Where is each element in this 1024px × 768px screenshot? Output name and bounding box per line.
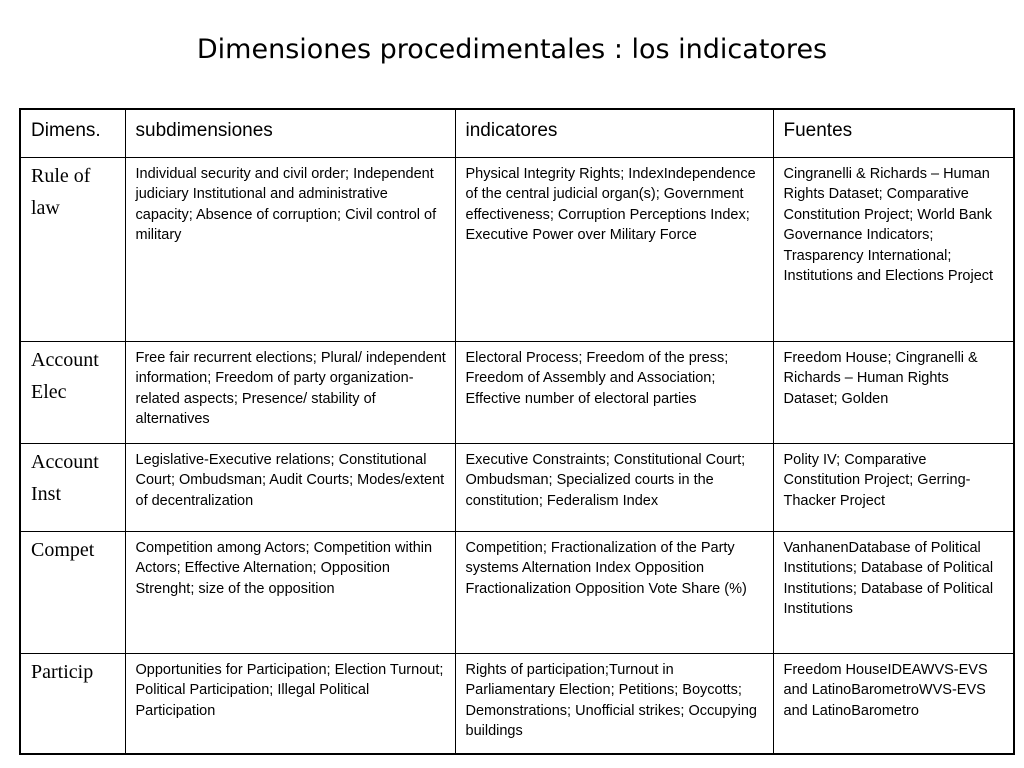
indicators-table	[19, 108, 1015, 755]
indicatores-cell: Executive Constraints; Constitutional Court; Ombudsman; Specialized courts in the constitution; Federalism Index	[455, 443, 773, 531]
indicatores-cell: Electoral Process; Freedom of the press; Freedom of Assembly and Association; Effective number of electoral parties	[455, 341, 773, 443]
dimension-cell: Compet	[20, 531, 125, 653]
dimension-cell: Particip	[20, 653, 125, 754]
subdimensiones-cell: Individual security and civil order; Independent judiciary Institutional and administrative capacity; Absence of corruption; Civil control of military	[125, 157, 455, 341]
fuentes-cell: Cingranelli & Richards – Human Rights Dataset; Comparative Constitution Project; World Bank Governance Indicators; Trasparency International; Institutions and Elections Project	[773, 157, 1014, 341]
slide-title: Dimensiones procedimentales : los indicatores	[196, 34, 828, 65]
fuentes-cell: Polity IV; Comparative Constitution Project; Gerring-Thacker Project	[773, 443, 1014, 531]
fuentes-cell: Freedom House; Cingranelli & Richards – Human Rights Dataset; Golden	[773, 341, 1014, 443]
subdimensiones-cell: Free fair recurrent elections; Plural/ independent information; Freedom of party organization- related aspects; Presence/ stability of alternatives	[125, 341, 455, 443]
table-row	[20, 531, 1014, 653]
indicatores-cell: Physical Integrity Rights; IndexIndependence of the central judicial organ(s); Government effectiveness; Corruption Perceptions Index; Executive Power over Military Force	[455, 157, 773, 341]
dimension-cell: Account Inst	[20, 443, 125, 531]
subdimensiones-cell: Opportunities for Participation; Election Turnout; Political Participation; Illegal Political Participation	[125, 653, 455, 754]
table-row	[20, 341, 1014, 443]
fuentes-cell: VanhanenDatabase of Political Institutions; Database of Political Institutions; Database of Political Institutions	[773, 531, 1014, 653]
dimension-cell: Rule of law	[20, 157, 125, 341]
table-row	[20, 157, 1014, 341]
header-fuentes: Fuentes	[773, 109, 1014, 157]
indicatores-cell: Competition; Fractionalization of the Party systems Alternation Index Opposition Fractionalization Opposition Vote Share (%)	[455, 531, 773, 653]
indicatores-cell: Rights of participation;Turnout in Parliamentary Election; Petitions; Boycotts; Demonstrations; Unofficial strikes; Occupying buildings	[455, 653, 773, 754]
header-subdimensiones: subdimensiones	[125, 109, 455, 157]
header-dimens: Dimens.	[20, 109, 125, 157]
subdimensiones-cell: Competition among Actors; Competition within Actors; Effective Alternation; Opposition Strenght; size of the opposition	[125, 531, 455, 653]
header-row	[20, 109, 1014, 157]
header-indicatores: indicatores	[455, 109, 773, 157]
fuentes-cell: Freedom HouseIDEAWVS-EVS and LatinoBarometroWVS-EVS and LatinoBarometro	[773, 653, 1014, 754]
table-row	[20, 653, 1014, 754]
subdimensiones-cell: Legislative-Executive relations; Constitutional Court; Ombudsman; Audit Courts; Modes/extent of decentralization	[125, 443, 455, 531]
dimension-cell: Account Elec	[20, 341, 125, 443]
table-row	[20, 443, 1014, 531]
